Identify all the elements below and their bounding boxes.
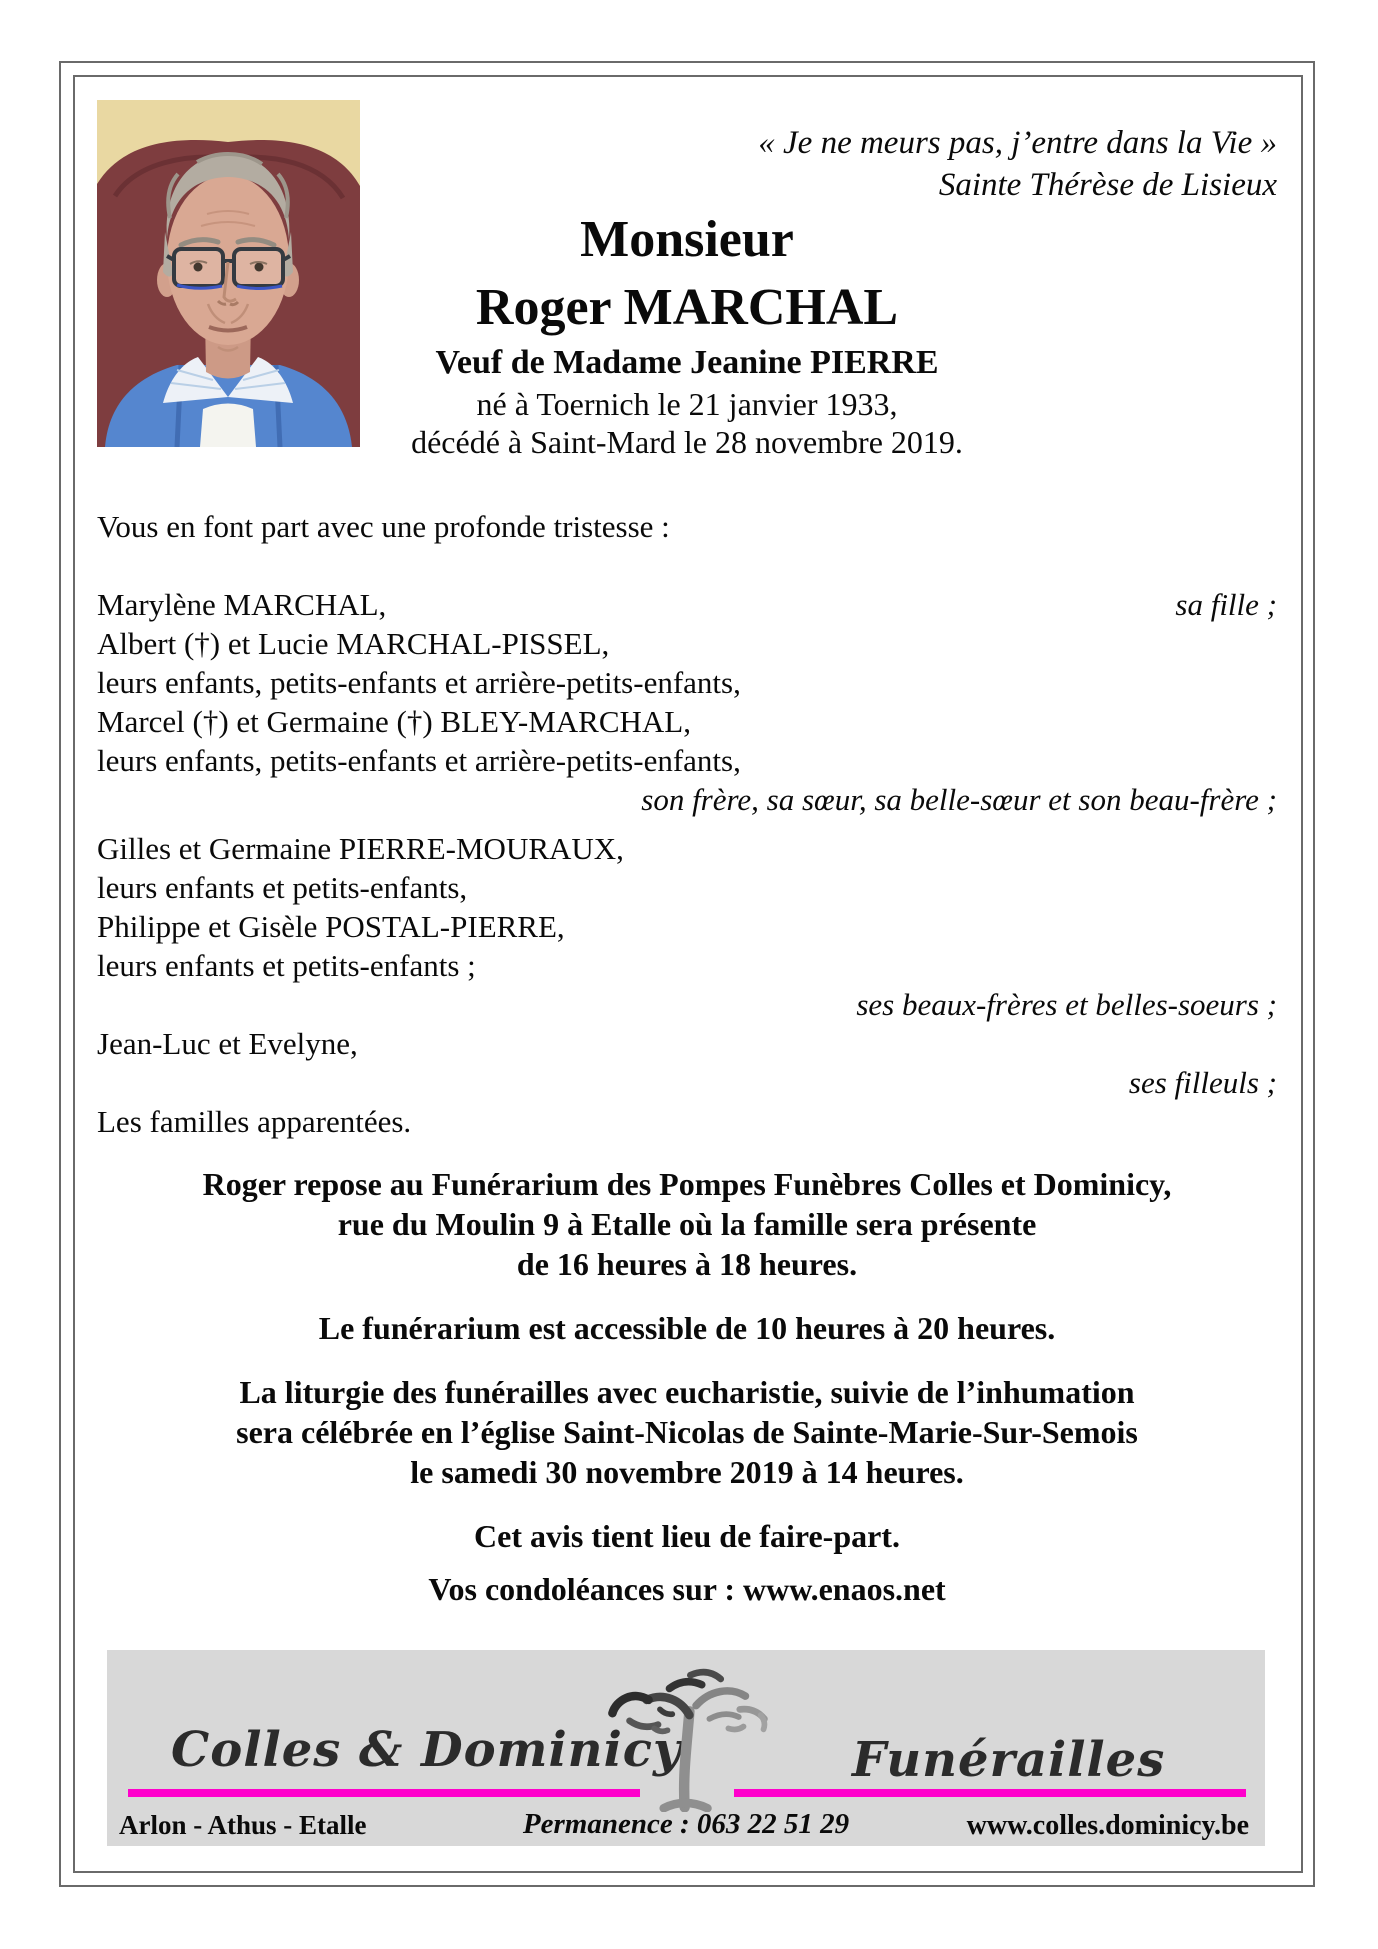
family-member: Les familles apparentées.	[97, 1104, 412, 1139]
family-list	[97, 585, 1277, 1141]
repose-line-1: Roger repose au Funérarium des Pompes Funèbres Colles et Dominicy,	[202, 1166, 1172, 1202]
family-member: leurs enfants, petits-enfants et arrière-petits-enfants,	[97, 665, 741, 700]
funeral-arrangements	[97, 1164, 1277, 1609]
family-member: Marylène MARCHAL,	[97, 587, 387, 622]
family-row	[97, 624, 1277, 663]
family-member: Philippe et Gisèle POSTAL-PIERRE,	[97, 909, 565, 944]
family-row	[97, 1063, 1277, 1102]
family-member: Marcel (†) et Germaine (†) BLEY-MARCHAL,	[97, 704, 691, 739]
family-member: Albert (†) et Lucie MARCHAL-PISSEL,	[97, 626, 610, 661]
funeral-home-service-label: Funérailles	[852, 1732, 1166, 1788]
deceased-birth-line: né à Toernich le 21 janvier 1933,	[476, 386, 898, 422]
deceased-death-line: décédé à Saint-Mard le 28 novembre 2019.	[411, 424, 963, 460]
notice-paragraph: Cet avis tient lieu de faire-part.	[474, 1518, 900, 1554]
family-row	[97, 780, 1277, 819]
family-row	[97, 1102, 1277, 1141]
family-row	[97, 829, 1277, 868]
family-row	[97, 663, 1277, 702]
funeral-home-name: Colles & Dominicy	[171, 1722, 682, 1778]
deceased-salutation: Monsieur	[580, 211, 794, 268]
family-relation: ses filleuls ;	[1128, 1065, 1277, 1100]
funeral-home-locations: Arlon - Athus - Etalle	[119, 1810, 367, 1840]
opening-quote	[97, 122, 1277, 206]
funeral-home-permanence: Permanence : 063 22 51 29	[522, 1808, 850, 1840]
liturgy-paragraph	[97, 1372, 1277, 1492]
family-relation: son frère, sa sœur, sa belle-sœur et son beau-frère ;	[641, 782, 1277, 817]
family-member: leurs enfants et petits-enfants ;	[97, 948, 476, 983]
quote-line-1: « Je ne meurs pas, j’entre dans la Vie »	[758, 125, 1277, 161]
quote-attribution: Sainte Thérèse de Lisieux	[938, 167, 1277, 203]
liturgy-line-1: La liturgie des funérailles avec eucharistie, suivie de l’inhumation	[239, 1374, 1135, 1410]
funeral-home-website: www.colles.dominicy.be	[966, 1810, 1249, 1841]
family-member: Jean-Luc et Evelyne,	[97, 1026, 358, 1061]
family-member: Gilles et Germaine PIERRE-MOURAUX,	[97, 831, 624, 866]
family-row	[97, 741, 1277, 780]
repose-line-3: de 16 heures à 18 heures.	[516, 1246, 858, 1282]
family-relation: ses beaux-frères et belles-soeurs ;	[856, 987, 1277, 1022]
funeral-home-banner	[107, 1650, 1265, 1846]
family-row	[97, 1024, 1277, 1063]
family-member: leurs enfants et petits-enfants,	[97, 870, 468, 905]
accent-line-right	[734, 1789, 1246, 1797]
condolences-paragraph: Vos condoléances sur : www.enaos.net	[428, 1571, 946, 1607]
family-relation: sa fille ;	[1175, 587, 1277, 622]
family-row	[97, 868, 1277, 907]
liturgy-line-3: le samedi 30 novembre 2019 à 14 heures.	[410, 1454, 964, 1490]
repose-paragraph	[97, 1164, 1277, 1284]
family-row	[97, 907, 1277, 946]
family-row	[97, 702, 1277, 741]
accent-line-left	[128, 1789, 640, 1797]
liturgy-line-2: sera célébrée en l’église Saint-Nicolas de Sainte-Marie-Sur-Semois	[236, 1414, 1138, 1450]
family-row	[97, 985, 1277, 1024]
deceased-widower-of: Veuf de Madame Jeanine PIERRE	[435, 344, 939, 381]
family-row	[97, 585, 1277, 624]
access-paragraph: Le funérarium est accessible de 10 heures à 20 heures.	[318, 1310, 1056, 1346]
repose-line-2: rue du Moulin 9 à Etalle où la famille sera présente	[337, 1206, 1037, 1242]
family-row	[97, 946, 1277, 985]
announcement-intro: Vous en font part avec une profonde tristesse :	[97, 509, 670, 544]
deceased-name: Roger MARCHAL	[475, 279, 899, 336]
family-member: leurs enfants, petits-enfants et arrière-petits-enfants,	[97, 743, 741, 778]
